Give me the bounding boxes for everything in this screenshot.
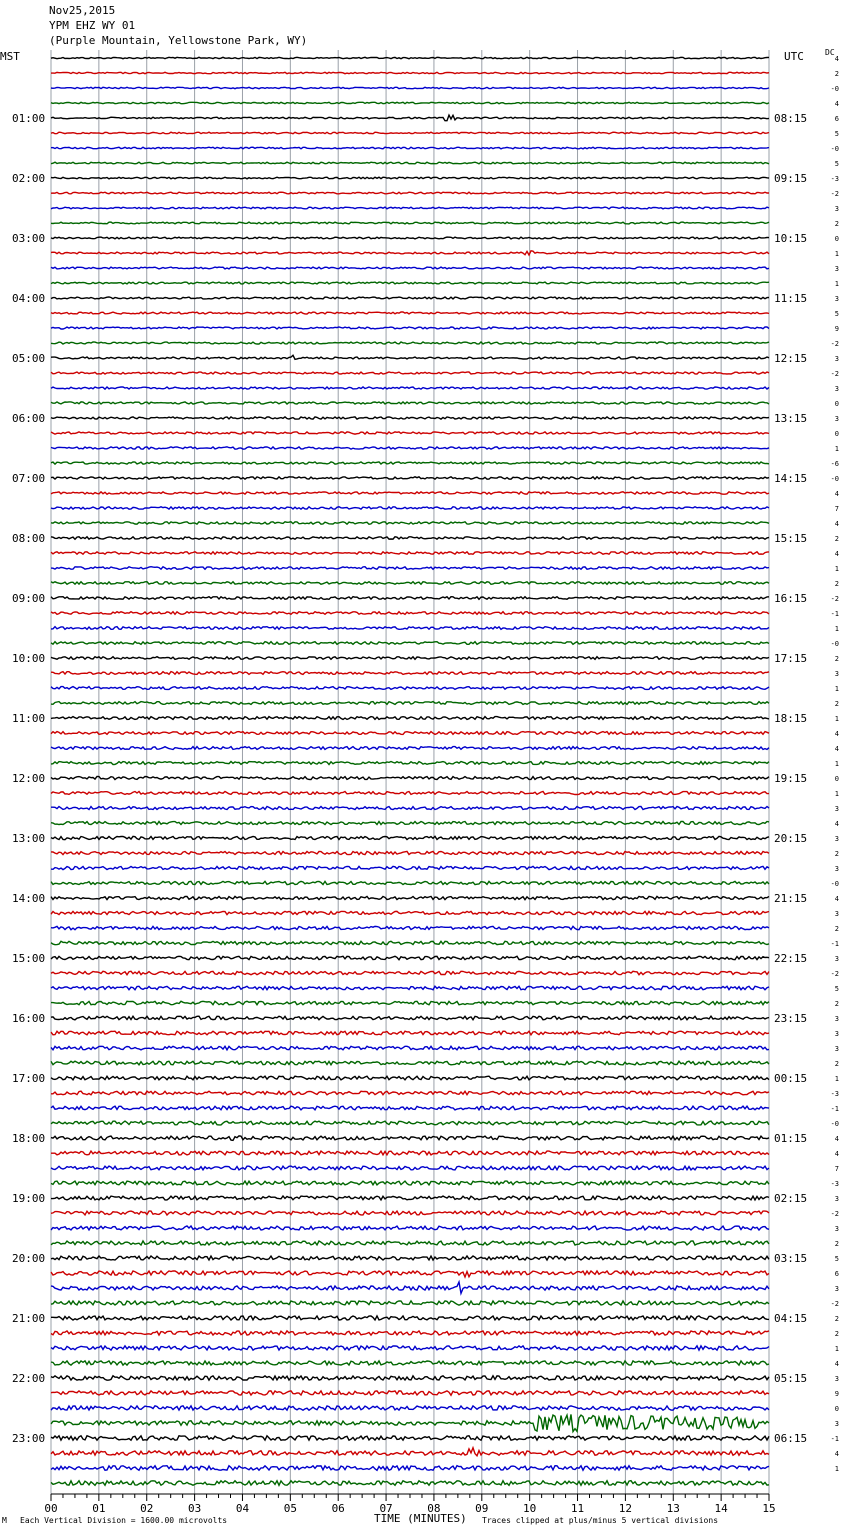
- dc-offset-47: 1: [834, 760, 839, 768]
- trace-33: [51, 552, 769, 554]
- mst-hour-label: 10:00: [12, 652, 46, 665]
- trace-84: [51, 1316, 769, 1320]
- trace-85: [51, 1331, 769, 1335]
- trace-7: [51, 162, 769, 164]
- trace-39: [51, 642, 769, 645]
- mst-hour-label: 22:00: [12, 1372, 46, 1385]
- record-date: Nov25,2015: [49, 4, 116, 17]
- trace-93: [51, 1448, 769, 1456]
- dc-offset-90: 0: [834, 1405, 839, 1413]
- dc-offset-41: 3: [834, 670, 839, 678]
- mst-hour-label: 05:00: [12, 352, 46, 365]
- dc-offset-31: 4: [834, 520, 839, 528]
- trace-43: [51, 702, 769, 705]
- corner-mark: M: [2, 1516, 7, 1525]
- mst-hour-label: 20:00: [12, 1252, 46, 1265]
- dc-offset-78: 3: [834, 1225, 839, 1233]
- dc-offset-43: 2: [834, 700, 839, 708]
- utc-hour-label: 22:15: [774, 952, 808, 965]
- trace-76: [51, 1196, 769, 1200]
- trace-74: [51, 1166, 769, 1170]
- dc-offset-20: 3: [834, 355, 839, 363]
- dc-offset-82: 3: [834, 1285, 839, 1293]
- dc-column-label: DC: [825, 48, 835, 57]
- dc-offset-62: 5: [834, 985, 839, 993]
- dc-offset-38: 1: [834, 625, 839, 633]
- dc-offset-9: -2: [830, 190, 839, 198]
- mst-hour-label: 11:00: [12, 712, 46, 725]
- utc-hour-label: 03:15: [774, 1252, 808, 1265]
- dc-offset-84: 2: [834, 1315, 839, 1323]
- dc-offset-89: 9: [834, 1390, 839, 1398]
- dc-offset-2: -0: [830, 85, 839, 93]
- trace-22: [51, 387, 769, 389]
- vertical-gridlines: [51, 50, 769, 1494]
- mst-hour-label: 16:00: [12, 1012, 46, 1025]
- dc-offset-42: 1: [834, 685, 839, 693]
- trace-18: [51, 327, 769, 329]
- dc-offset-46: 4: [834, 745, 839, 753]
- dc-offset-15: 1: [834, 280, 839, 288]
- mst-hour-label: 07:00: [12, 472, 46, 485]
- dc-offset-26: 1: [834, 445, 839, 453]
- trace-10: [51, 207, 769, 209]
- dc-offset-44: 1: [834, 715, 839, 723]
- trace-47: [51, 762, 769, 765]
- dc-offset-24: 3: [834, 415, 839, 423]
- dc-offset-54: 3: [834, 865, 839, 873]
- utc-hour-label: 21:15: [774, 892, 808, 905]
- dc-offset-10: 3: [834, 205, 839, 213]
- trace-50: [51, 807, 769, 810]
- x-tick-label: 00: [44, 1502, 58, 1515]
- trace-42: [51, 687, 769, 690]
- trace-56: [51, 896, 769, 899]
- dc-offset-57: 3: [834, 910, 839, 918]
- clip-note: Traces clipped at plus/minus 5 vertical divisions: [482, 1516, 719, 1525]
- dc-offset-4: 6: [834, 115, 839, 123]
- mst-axis-label: MST: [0, 50, 20, 63]
- dc-offset-48: 0: [834, 775, 839, 783]
- trace-5: [51, 132, 769, 134]
- dc-offset-91: 3: [834, 1420, 839, 1428]
- trace-48: [51, 777, 769, 780]
- dc-offset-86: 1: [834, 1345, 839, 1353]
- dc-offset-40: 2: [834, 655, 839, 663]
- trace-1: [51, 72, 769, 73]
- trace-29: [51, 492, 769, 494]
- trace-68: [51, 1076, 769, 1080]
- dc-offset-7: 5: [834, 160, 839, 168]
- utc-hour-label: 06:15: [774, 1432, 808, 1445]
- trace-57: [51, 911, 769, 914]
- mst-hour-label: 15:00: [12, 952, 46, 965]
- dc-offset-72: 4: [834, 1135, 839, 1143]
- trace-58: [51, 926, 769, 929]
- seismic-traces: [51, 57, 769, 1485]
- trace-14: [51, 267, 769, 269]
- trace-67: [51, 1061, 769, 1065]
- dc-offset-66: 3: [834, 1045, 839, 1053]
- utc-hour-label: 15:15: [774, 532, 808, 545]
- trace-0: [51, 57, 769, 58]
- trace-46: [51, 747, 769, 750]
- utc-hour-label: 17:15: [774, 652, 808, 665]
- dc-offset-63: 2: [834, 1000, 839, 1008]
- trace-37: [51, 612, 769, 615]
- dc-offset-18: 9: [834, 325, 839, 333]
- x-tick-label: 09: [475, 1502, 489, 1515]
- x-tick-label: 10: [523, 1502, 537, 1515]
- trace-41: [51, 672, 769, 675]
- trace-15: [51, 282, 769, 284]
- dc-offset-17: 5: [834, 310, 839, 318]
- dc-offset-81: 6: [834, 1270, 839, 1278]
- dc-offset-37: -1: [830, 610, 839, 618]
- trace-11: [51, 222, 769, 224]
- dc-offset-83: -2: [830, 1300, 839, 1308]
- trace-24: [51, 417, 769, 419]
- dc-offset-67: 2: [834, 1060, 839, 1068]
- utc-hour-label: 20:15: [774, 832, 808, 845]
- trace-87: [51, 1361, 769, 1365]
- trace-9: [51, 192, 769, 194]
- dc-offset-34: 1: [834, 565, 839, 573]
- trace-12: [51, 237, 769, 239]
- mst-hour-label: 21:00: [12, 1312, 46, 1325]
- utc-hour-label: 11:15: [774, 292, 808, 305]
- trace-38: [51, 627, 769, 630]
- trace-91: [51, 1414, 769, 1431]
- dc-offset-73: 4: [834, 1150, 839, 1158]
- dc-offset-28: -0: [830, 475, 839, 483]
- trace-73: [51, 1151, 769, 1155]
- mst-hour-label: 17:00: [12, 1072, 46, 1085]
- trace-3: [51, 102, 769, 103]
- mst-hour-label: 19:00: [12, 1192, 46, 1205]
- trace-75: [51, 1181, 769, 1185]
- dc-offset-23: 0: [834, 400, 839, 408]
- trace-28: [51, 477, 769, 479]
- mst-hour-label: 06:00: [12, 412, 46, 425]
- utc-hour-label: 14:15: [774, 472, 808, 485]
- x-tick-label: 12: [618, 1502, 633, 1515]
- utc-hour-label: 10:15: [774, 232, 808, 245]
- x-tick-label: 05: [283, 1502, 297, 1515]
- trace-40: [51, 657, 769, 660]
- trace-80: [51, 1256, 769, 1260]
- x-axis-title: TIME (MINUTES): [374, 1512, 467, 1525]
- dc-offset-69: -3: [830, 1090, 839, 1098]
- trace-71: [51, 1121, 769, 1125]
- mst-hour-label: 02:00: [12, 172, 46, 185]
- trace-8: [51, 177, 769, 179]
- trace-78: [51, 1226, 769, 1230]
- utc-hour-label: 08:15: [774, 112, 808, 125]
- x-tick-label: 13: [666, 1502, 680, 1515]
- utc-hour-label: 00:15: [774, 1072, 808, 1085]
- trace-55: [51, 881, 769, 884]
- dc-offset-25: 0: [834, 430, 839, 438]
- trace-90: [51, 1406, 769, 1410]
- dc-offset-52: 3: [834, 835, 839, 843]
- utc-hour-label: 23:15: [774, 1012, 808, 1025]
- trace-16: [51, 297, 769, 299]
- dc-offset-79: 2: [834, 1240, 839, 1248]
- utc-hour-label: 19:15: [774, 772, 808, 785]
- station-location: (Purple Mountain, Yellowstone Park, WY): [49, 34, 308, 47]
- mst-hour-label: 12:00: [12, 772, 46, 785]
- mst-hour-label: 03:00: [12, 232, 46, 245]
- trace-20: [51, 355, 769, 359]
- utc-hour-label: 01:15: [774, 1132, 808, 1145]
- trace-26: [51, 447, 769, 449]
- trace-86: [51, 1346, 769, 1350]
- dc-offset-29: 4: [834, 490, 839, 498]
- x-tick-label: 15: [762, 1502, 776, 1515]
- dc-offset-53: 2: [834, 850, 839, 858]
- mst-hour-label: 13:00: [12, 832, 46, 845]
- x-tick-label: 04: [235, 1502, 250, 1515]
- dc-offset-85: 2: [834, 1330, 839, 1338]
- trace-62: [51, 986, 769, 989]
- dc-offset-0: 4: [834, 55, 839, 63]
- mst-hour-label: 09:00: [12, 592, 46, 605]
- trace-95: [51, 1481, 769, 1486]
- trace-30: [51, 507, 769, 509]
- mst-hour-label: 14:00: [12, 892, 46, 905]
- dc-offset-76: 3: [834, 1195, 839, 1203]
- x-tick-label: 07: [379, 1502, 393, 1515]
- utc-hour-label: 09:15: [774, 172, 808, 185]
- trace-13: [51, 251, 769, 255]
- dc-offset-50: 3: [834, 805, 839, 813]
- trace-2: [51, 87, 769, 88]
- trace-64: [51, 1016, 769, 1020]
- dc-offset-49: 1: [834, 790, 839, 798]
- axis-labels: [12, 55, 839, 1515]
- trace-31: [51, 522, 769, 524]
- dc-offset-55: -0: [830, 880, 839, 888]
- dc-offset-60: 3: [834, 955, 839, 963]
- trace-59: [51, 941, 769, 944]
- dc-offset-75: -3: [830, 1180, 839, 1188]
- dc-offset-33: 4: [834, 550, 839, 558]
- trace-32: [51, 537, 769, 539]
- trace-81: [51, 1271, 769, 1277]
- trace-36: [51, 597, 769, 600]
- trace-53: [51, 851, 769, 854]
- dc-offset-56: 4: [834, 895, 839, 903]
- dc-offset-64: 3: [834, 1015, 839, 1023]
- dc-offset-68: 1: [834, 1075, 839, 1083]
- trace-27: [51, 462, 769, 464]
- trace-88: [51, 1376, 769, 1380]
- dc-offset-71: -0: [830, 1120, 839, 1128]
- mst-hour-label: 01:00: [12, 112, 46, 125]
- scale-note: Each Vertical Division = 1600.00 microvolts: [20, 1516, 228, 1525]
- mst-hour-label: 04:00: [12, 292, 46, 305]
- station-code: YPM EHZ WY 01: [49, 19, 136, 32]
- dc-offset-8: -3: [830, 175, 839, 183]
- utc-axis-label: UTC: [784, 50, 804, 63]
- trace-60: [51, 956, 769, 959]
- mst-hour-label: 18:00: [12, 1132, 46, 1145]
- dc-offset-94: 1: [834, 1465, 839, 1473]
- x-tick-label: 02: [140, 1502, 154, 1515]
- utc-hour-label: 16:15: [774, 592, 808, 605]
- dc-offset-3: 4: [834, 100, 839, 108]
- dc-offset-88: 3: [834, 1375, 839, 1383]
- utc-hour-label: 13:15: [774, 412, 808, 425]
- dc-offset-22: 3: [834, 385, 839, 393]
- dc-offset-21: -2: [830, 370, 839, 378]
- dc-offset-70: -1: [830, 1105, 839, 1113]
- dc-offset-27: -6: [830, 460, 839, 468]
- dc-offset-16: 3: [834, 295, 839, 303]
- trace-54: [51, 866, 769, 869]
- trace-72: [51, 1136, 769, 1141]
- dc-offset-87: 4: [834, 1360, 839, 1368]
- x-tick-label: 01: [92, 1502, 106, 1515]
- trace-44: [51, 717, 769, 720]
- trace-79: [51, 1241, 769, 1245]
- dc-offset-80: 5: [834, 1255, 839, 1263]
- dc-offset-36: -2: [830, 595, 839, 603]
- utc-hour-label: 02:15: [774, 1192, 808, 1205]
- dc-offset-51: 4: [834, 820, 839, 828]
- trace-49: [51, 792, 769, 795]
- x-tick-label: 06: [331, 1502, 345, 1515]
- trace-65: [51, 1031, 769, 1035]
- trace-19: [51, 342, 769, 344]
- dc-offset-45: 4: [834, 730, 839, 738]
- dc-offset-39: -0: [830, 640, 839, 648]
- trace-89: [51, 1391, 769, 1395]
- trace-25: [51, 432, 769, 434]
- trace-77: [51, 1211, 769, 1215]
- trace-92: [51, 1436, 769, 1440]
- trace-82: [51, 1282, 769, 1293]
- trace-66: [51, 1046, 769, 1050]
- dc-offset-11: 2: [834, 220, 839, 228]
- dc-offset-14: 3: [834, 265, 839, 273]
- trace-23: [51, 402, 769, 404]
- utc-hour-label: 04:15: [774, 1312, 808, 1325]
- trace-94: [51, 1466, 769, 1471]
- trace-45: [51, 732, 769, 735]
- dc-offset-13: 1: [834, 250, 839, 258]
- dc-offset-58: 2: [834, 925, 839, 933]
- dc-offset-19: -2: [830, 340, 839, 348]
- x-tick-label: 03: [187, 1502, 202, 1515]
- trace-52: [51, 836, 769, 839]
- trace-6: [51, 147, 769, 149]
- trace-61: [51, 971, 769, 974]
- mst-hour-label: 23:00: [12, 1432, 46, 1445]
- dc-offset-61: -2: [830, 970, 839, 978]
- trace-69: [51, 1091, 769, 1095]
- x-tick-label: 11: [570, 1502, 585, 1515]
- trace-35: [51, 582, 769, 585]
- dc-offset-74: 7: [834, 1165, 839, 1173]
- utc-hour-label: 12:15: [774, 352, 808, 365]
- utc-hour-label: 18:15: [774, 712, 808, 725]
- dc-offset-5: 5: [834, 130, 839, 138]
- dc-offset-92: -1: [830, 1435, 839, 1443]
- dc-offset-35: 2: [834, 580, 839, 588]
- dc-offset-59: -1: [830, 940, 839, 948]
- trace-51: [51, 822, 769, 825]
- mst-hour-label: 08:00: [12, 532, 46, 545]
- dc-offset-77: -2: [830, 1210, 839, 1218]
- dc-offset-93: 4: [834, 1450, 839, 1458]
- trace-4: [51, 115, 769, 121]
- dc-offset-12: 0: [834, 235, 839, 243]
- trace-70: [51, 1106, 769, 1110]
- x-tick-label: 08: [427, 1502, 441, 1515]
- x-tick-label: 14: [714, 1502, 728, 1515]
- trace-34: [51, 567, 769, 570]
- dc-offset-65: 3: [834, 1030, 839, 1038]
- trace-63: [51, 1001, 769, 1004]
- dc-offset-30: 7: [834, 505, 839, 513]
- utc-hour-label: 05:15: [774, 1372, 808, 1385]
- dc-offset-6: -0: [830, 145, 839, 153]
- dc-offset-32: 2: [834, 535, 839, 543]
- dc-offset-1: 2: [834, 70, 839, 78]
- trace-21: [51, 372, 769, 374]
- trace-17: [51, 312, 769, 314]
- trace-83: [51, 1301, 769, 1305]
